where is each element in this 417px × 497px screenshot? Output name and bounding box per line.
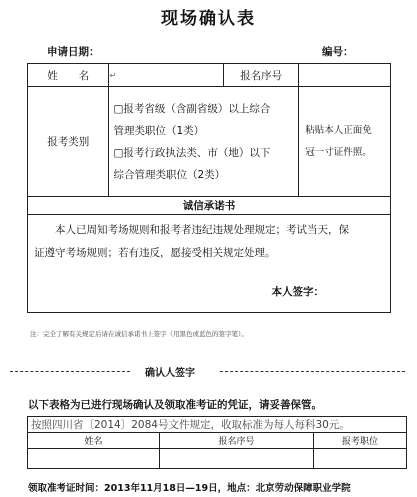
receipt-seq-cell — [160, 433, 314, 449]
pledge-text-line-1: 本人已周知考场规则和报考者违纪违规处理规定；考试当天，保 — [55, 224, 349, 236]
option-2-line-1[interactable]: □报考行政执法类、市（地）以下 — [113, 146, 271, 159]
pledge-header-cell — [28, 197, 391, 215]
number-label: 编号： — [322, 46, 354, 58]
fee-note: 按照四川省〔2014〕2084号文件规定，收取标准为每人每科30元。 — [31, 419, 350, 431]
receipt-name-label: 姓名 — [84, 437, 103, 447]
category-options-cell — [109, 87, 299, 197]
application-date-label: 申请日期： — [47, 46, 100, 58]
seq-value-cell[interactable] — [299, 64, 391, 87]
receipt-position-cell — [314, 433, 407, 449]
receipt-name-value[interactable] — [28, 449, 160, 469]
pledge-header: 诚信承诺书 — [182, 200, 236, 212]
pledge-text-line-2: 证遵守考场规则；若有违反，愿接受相关规定处理。 — [34, 247, 276, 259]
receipt-table — [27, 416, 407, 469]
category-label: 报考类别 — [47, 136, 90, 148]
receipt-seq-label: 报名序号 — [218, 437, 255, 447]
receipt-name-cell — [28, 433, 160, 449]
confirmation-table — [27, 63, 391, 313]
category-label-cell — [28, 87, 109, 197]
seq-label-cell — [223, 64, 298, 87]
option-1-line-2: 管理类职位（1类） — [113, 124, 205, 137]
pickup-info: 领取准考证时间：2013年11月18日—19日，地点：北京劳动保障职业学院 — [28, 483, 351, 494]
page-title: 现场确认表 — [161, 9, 256, 29]
receipt-position-value[interactable] — [314, 449, 407, 469]
confirm-heading: 确认人签字 — [145, 368, 195, 379]
option-2-line-2: 综合管理类职位（2类） — [113, 168, 226, 181]
name-value-cell[interactable] — [109, 64, 223, 87]
fee-note-cell — [28, 417, 407, 433]
cut-line-left — [10, 371, 130, 372]
return-mark: ↵ — [109, 71, 117, 80]
pledge-body-cell — [28, 215, 391, 313]
seq-label: 报名序号 — [240, 69, 283, 82]
signature-label: 本人签字： — [271, 286, 324, 298]
photo-instruction-2: 冠一寸证件照。 — [305, 146, 372, 158]
footnote: 注：完全了解有关规定后请在诚信承诺书上签字（用黑色或蓝色的签字笔）。 — [30, 330, 248, 338]
name-label-cell — [28, 64, 109, 87]
photo-instruction-1: 粘贴本人正面免 — [305, 124, 372, 136]
cut-line-right — [220, 371, 405, 372]
receipt-seq-value[interactable] — [160, 449, 314, 469]
photo-cell — [299, 87, 391, 197]
name-label: 姓 名 — [47, 69, 90, 82]
notice-text: 以下表格为已进行现场确认及领取准考证的凭证，请妥善保管。 — [28, 399, 322, 411]
receipt-position-label: 报考职位 — [341, 437, 378, 447]
option-1-line-1[interactable]: □报考省级（含副省级）以上综合 — [113, 102, 271, 115]
